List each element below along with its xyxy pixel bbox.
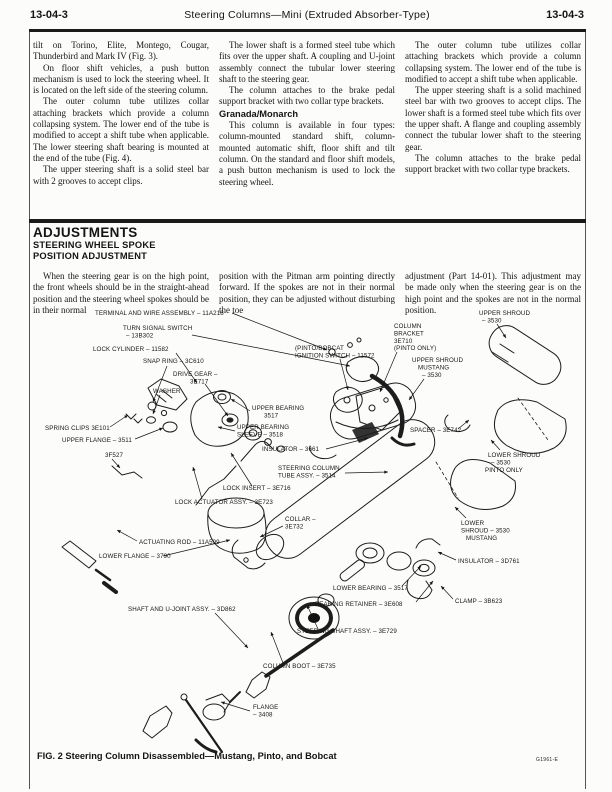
figure-label: DRIVE GEAR –: [173, 371, 218, 378]
paragraph: On floor shift vehicles, a push button mechanism is used to lock the steering wheel. It is located on the left side of the steering column.: [33, 62, 209, 96]
figure-label: – 3408: [253, 711, 273, 719]
leader-arrowhead: [124, 415, 128, 418]
paragraph: The column attaches to the brake pedal support bracket with two collar type brackets.: [219, 85, 395, 107]
figure-label: TUBE ASSY. – 3514: [278, 472, 336, 480]
paragraph: This column is available in four types: column-mounted standard shift, column-mounted automatic shift, floor shift and tilt column. On the standard and floor shift models, a push button mechanism is used to lock the steering wheel.: [219, 120, 395, 187]
figure-label: – 3530: [482, 317, 502, 325]
figure-label: 3F527: [105, 452, 124, 459]
figure-label: LOWER: [461, 520, 485, 527]
page-header: [30, 9, 584, 21]
leader-arrowhead: [346, 386, 349, 390]
leader-arrowhead: [409, 396, 413, 400]
figure-label: SLEEVE – 3518: [237, 431, 284, 439]
figure-label: 3E717: [190, 378, 209, 386]
paragraph: The upper steering shaft is a solid machined steel bar with two grooves to accept clips. The lower shaft is a formed steel tube which fits over the upper shaft. A flange and coupling assembly connect the tubular lower shaft to the steering gear.: [405, 85, 581, 152]
leader-arrowhead: [226, 539, 230, 542]
leader-line: [345, 472, 388, 473]
figure-label: – 3530: [422, 371, 442, 379]
text-column: [33, 40, 209, 219]
section-rule: [29, 219, 586, 223]
paragraph: The column attaches to the brake pedal support bracket with two collar type brackets.: [405, 152, 581, 175]
leader-line: [416, 581, 433, 602]
paragraph: The lower shaft is a formed steel tube which fits over the upper shaft. A coupling and U-joint assembly connect the tubular lower steering shaft to the steering gear.: [219, 40, 395, 84]
figure-label: WASHER: [153, 388, 181, 395]
figure-label: LOWER FLANGE – 3790: [99, 553, 171, 560]
figure-label: UPPER BEARING: [252, 405, 305, 412]
leader-arrowhead: [503, 334, 506, 338]
figure-label: TURN SIGNAL SWITCH: [123, 325, 193, 332]
figure-label: LOWER BEARING – 3517: [333, 585, 408, 592]
leader-arrowhead: [153, 410, 156, 414]
header-rule: [29, 29, 586, 32]
figure-label: – 3530: [491, 459, 511, 467]
leader-arrowhead: [384, 471, 388, 474]
leader-arrowhead: [231, 399, 235, 402]
section-subtitle-line1: STEERING WHEEL SPOKE: [33, 240, 156, 250]
figure-label: (PINTO ONLY): [394, 345, 437, 353]
leader-line: [326, 438, 368, 449]
figure-label: SPRING CLIPS 3E101: [45, 425, 110, 432]
figure-label: UPPER BEARING: [237, 424, 290, 431]
leader-arrowhead: [159, 428, 163, 431]
figure-label: COLUMN: [394, 323, 422, 330]
text-column: [219, 40, 395, 219]
figure-label: UPPER SHROUD: [412, 357, 464, 364]
figure-label: SHROUD – 3530: [461, 527, 510, 535]
leader-line: [271, 632, 283, 663]
figure-label: ACTUATING ROD – 11A599: [139, 539, 220, 546]
page-number-left: 13-04-3: [30, 9, 68, 21]
figure-label: INSULATOR – 3661: [262, 446, 320, 453]
column-subheading: Granada/Monarch: [219, 108, 299, 119]
paragraph: The outer column tube utilizes collar attaching brackets which provide a column collapsing system. The lower end of the tube is modified to accept a shift tube when applicable.: [405, 40, 581, 84]
figure-label: STEERING SHAFT ASSY. – 3E729: [297, 628, 397, 635]
section-title: ADJUSTMENTS: [33, 225, 138, 240]
paragraph: The outer column tube utilizes collar attaching brackets which provide a column collapsing system. The lower end of the tube is modified to accept a shift tube when applicable. The lower steering shaft bearing is mounted at the end of the tube (Fig. 4).: [33, 96, 209, 163]
figure-label: IGNITION SWITCH – 11572: [295, 352, 375, 360]
leader-line: [409, 379, 424, 400]
figure-label: UPPER SHROUD: [479, 310, 531, 317]
section-subtitle-line2: POSITION ADJUSTMENT: [33, 251, 147, 261]
figure-code: G1961-E: [536, 757, 559, 763]
leader-arrowhead: [231, 453, 234, 457]
leader-line: [215, 613, 248, 648]
figure-label: LOCK INSERT – 3E716: [223, 485, 291, 492]
paragraph: When the steering gear is on the high point, the front wheels should be in the straight-ahead position and the steering wheel spokes should be in their normal: [33, 271, 209, 315]
figure-label: LOCK ACTUATOR ASSY. – 3E723: [175, 499, 273, 506]
figure-label: TERMINAL AND WIRE ASSEMBLY – 11A218: [95, 310, 224, 317]
leader-line: [135, 428, 163, 439]
figure-label: INSULATOR – 3D761: [458, 558, 520, 565]
figure-label: SNAP RING – 3C610: [143, 358, 204, 365]
figure-label: – 13B302: [126, 332, 154, 340]
text-column: [405, 40, 581, 219]
intro-text-columns: [33, 40, 581, 219]
figure-label: 3E732: [285, 523, 304, 531]
figure-label: STEERING COLUMN: [278, 465, 340, 472]
figure-label: CLAMP – 3B623: [455, 598, 503, 605]
figure-label: COLUMN BOOT – 3E735: [263, 663, 336, 670]
figure-label: SHAFT AND U-JOINT ASSY. – 3D862: [128, 606, 236, 613]
leader-line: [231, 453, 252, 486]
figure-label: FLANGE: [253, 704, 279, 711]
leader-arrowhead: [221, 702, 225, 705]
figure-label: SPACER – 3E742: [410, 427, 462, 434]
exploded-diagram: [0, 302, 612, 754]
figure-label: BEARING RETAINER – 3E608: [315, 601, 403, 608]
figure-label: MUSTANG: [418, 364, 450, 372]
figure-caption: FIG. 2 Steering Column Disassembled—Mustang, Pinto, and Bobcat: [37, 751, 337, 761]
figure-label: LOWER SHROUD: [488, 452, 541, 459]
paragraph: The upper steering shaft is a solid steel bar with 2 grooves to accept clips.: [33, 164, 209, 186]
paragraph: position with the Pitman arm pointing directly forward. If the spokes are not in their normal position, they can be adjusted without disturbing the toe: [219, 271, 395, 315]
figure-label: (PINTO/BOBCAT: [295, 345, 344, 352]
figure-label: UPPER FLANGE – 3511: [62, 437, 132, 444]
leader-arrowhead: [218, 426, 222, 429]
leader-arrowhead: [346, 364, 350, 367]
figure-label: 3E710: [394, 337, 413, 345]
figure-label: MUSTANG: [466, 534, 498, 542]
adjustments-heading: [33, 226, 156, 262]
page-number-right: 13-04-3: [546, 9, 584, 21]
paragraph: adjustment (Part 14-01). This adjustment may be made only when the steering gear is on the high point and the spokes are not in the normal position.: [405, 271, 581, 315]
figure-label: PINTO ONLY: [485, 466, 523, 474]
paragraph: tilt on Torino, Elite, Montego, Cougar, Thunderbird and Mark IV (Fig. 3).: [33, 40, 209, 62]
figure-label: BRACKET: [394, 330, 424, 338]
figure-label: 3517: [264, 412, 279, 420]
leader-line: [193, 467, 202, 499]
figure-label: COLLAR –: [285, 516, 316, 523]
page-title: Steering Columns—Mini (Extruded Absorber-Type): [184, 9, 430, 21]
figure-label: LOCK CYLINDER – 11582: [93, 346, 169, 353]
